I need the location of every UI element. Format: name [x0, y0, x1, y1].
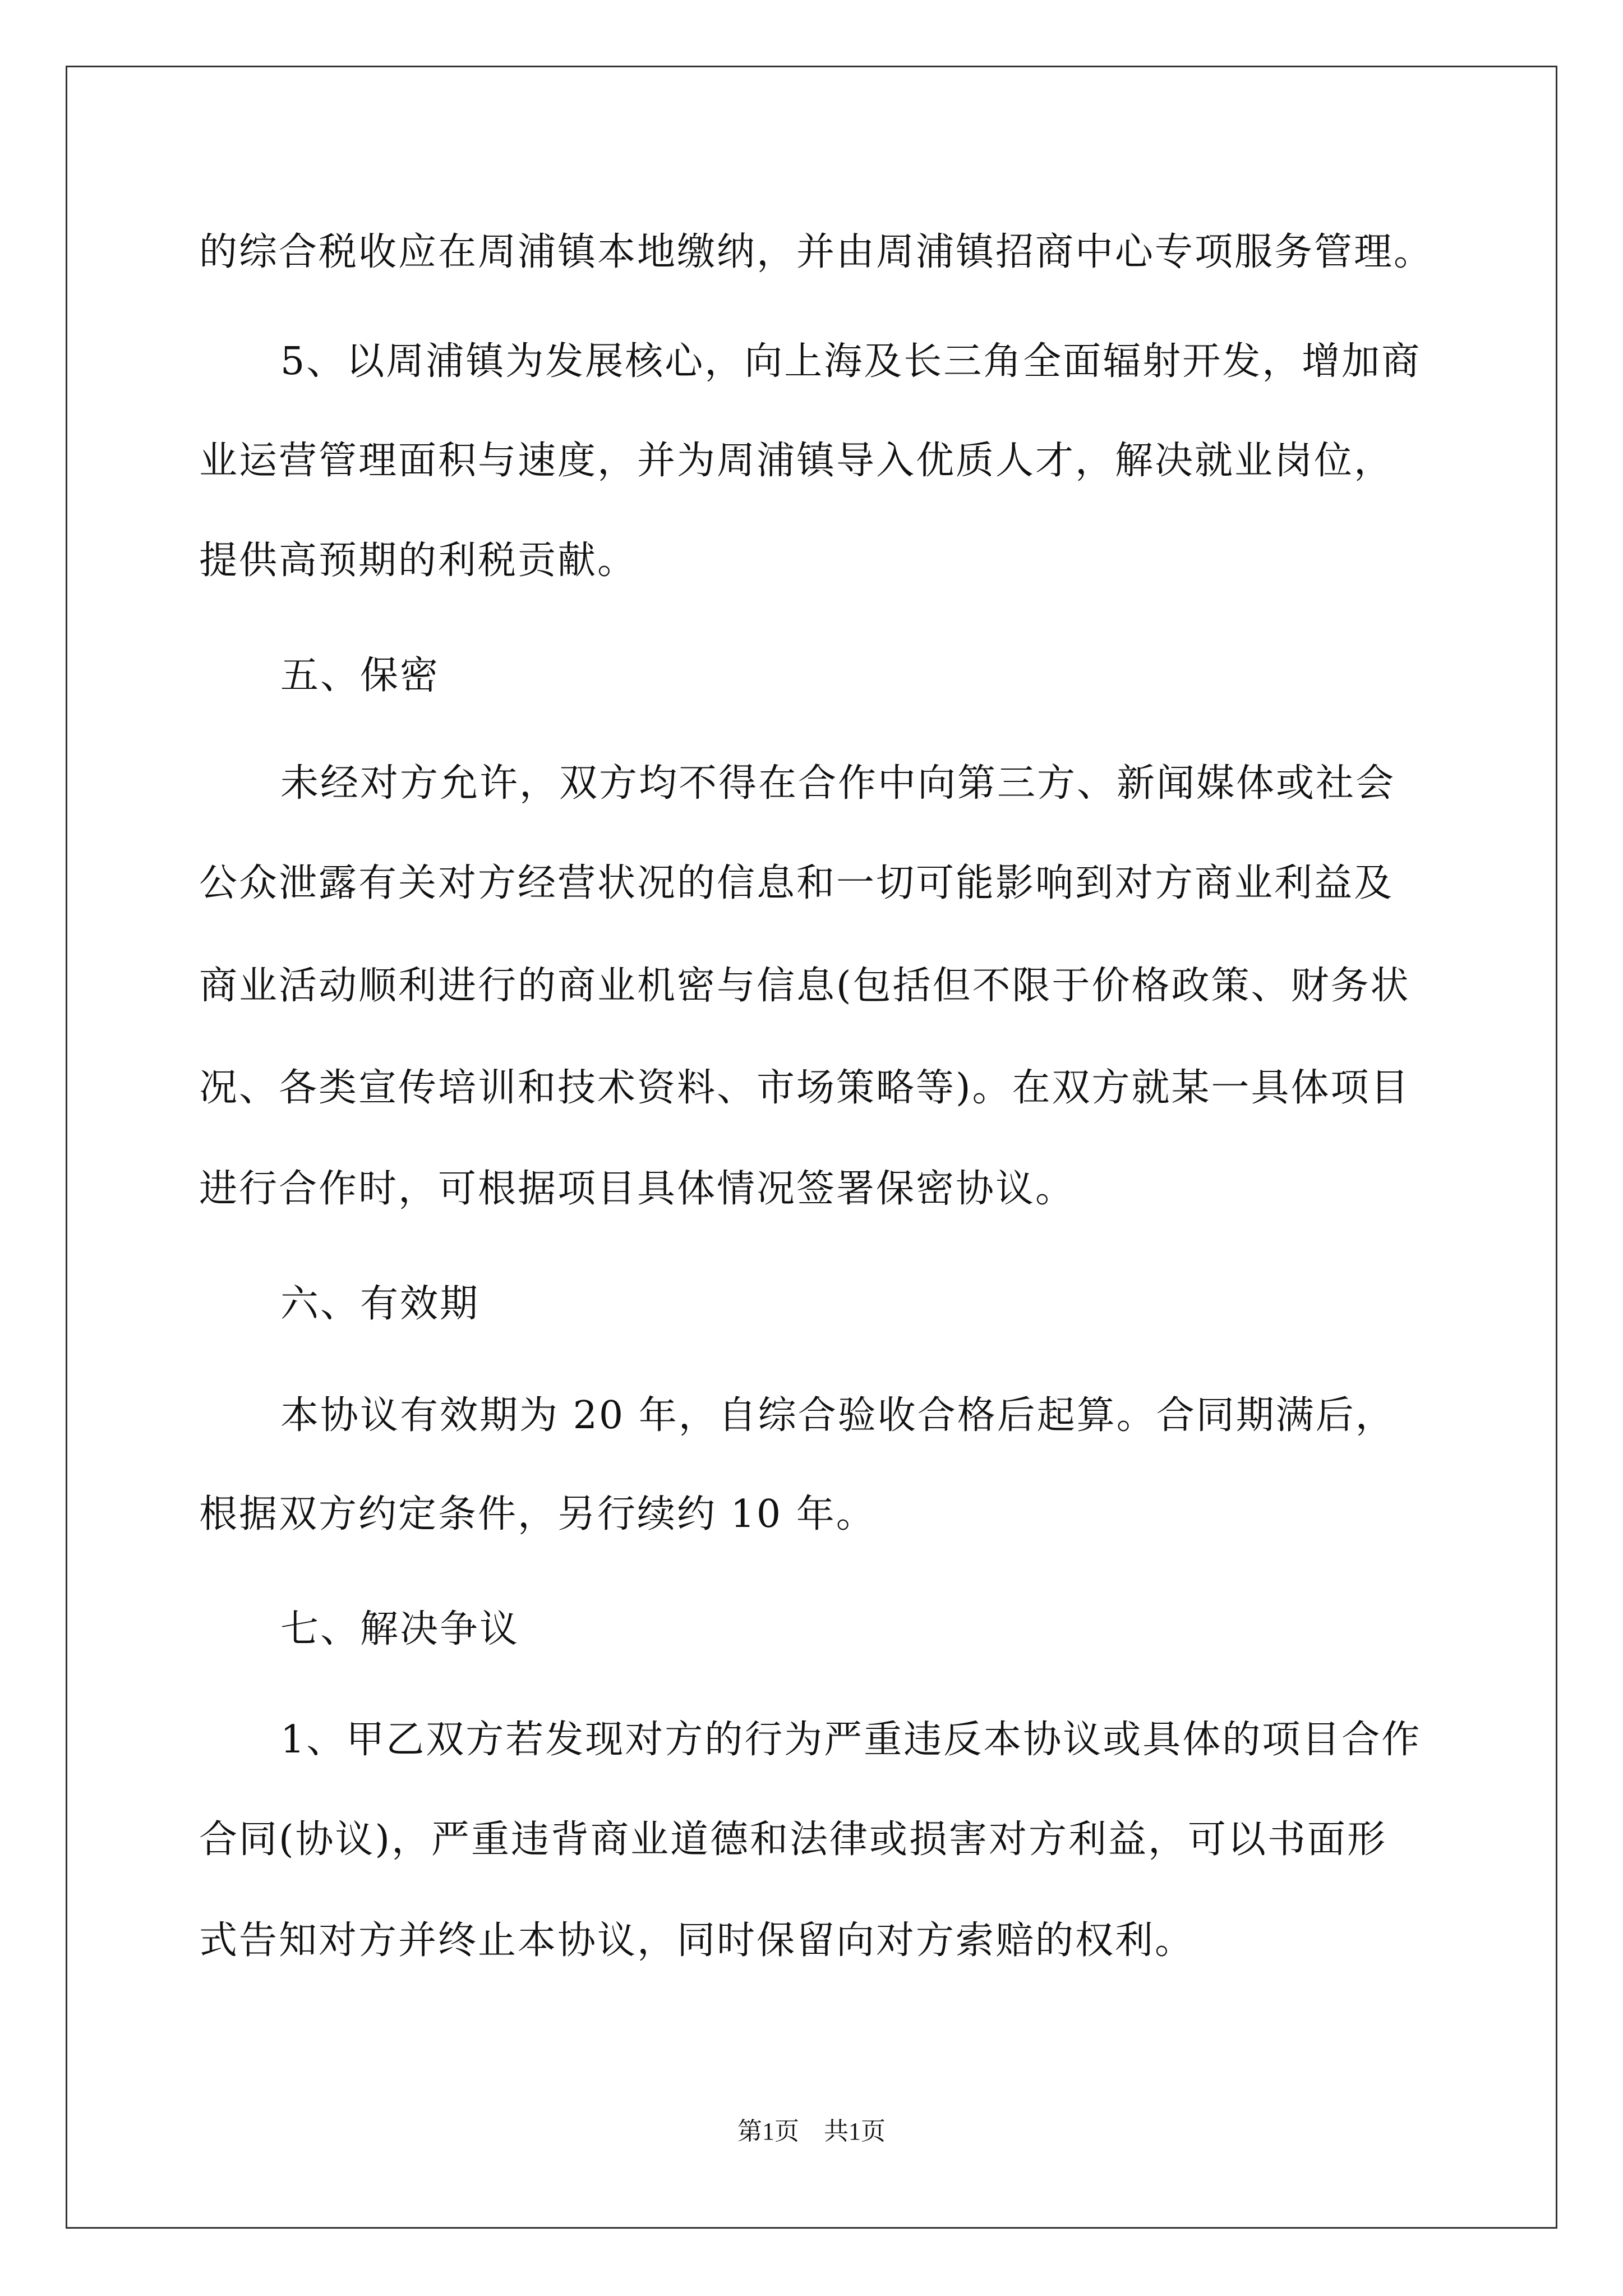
text-line: 5、以周浦镇为发展核心，向上海及长三角全面辐射开发，增加商: [280, 339, 1422, 384]
text-line: 公众泄露有关对方经营状况的信息和一切可能影响到对方商业利益及: [199, 861, 1394, 905]
text-line: 合同(协议)，严重违背商业道德和法律或损害对方利益，可以书面形: [199, 1818, 1387, 1862]
text-line: 进行合作时，可根据项目具体情况签署保密协议。: [199, 1167, 1076, 1211]
text-line: 1、甲乙双方若发现对方的行为严重违反本协议或具体的项目合作: [280, 1718, 1422, 1762]
text-line: 本协议有效期为 20 年，自综合验收合格后起算。合同期满后，: [280, 1393, 1395, 1438]
page-border: [66, 66, 1557, 2229]
text-line: 根据双方约定条件，另行续约 10 年。: [199, 1492, 876, 1536]
text-line: 未经对方允许，双方均不得在合作中向第三方、新闻媒体或社会: [280, 761, 1396, 806]
section-heading: 五、保密: [280, 654, 440, 698]
page-number-footer: 第1页 共1页: [737, 2118, 886, 2145]
section-heading: 七、解决争议: [280, 1607, 520, 1651]
section-heading: 六、有效期: [280, 1282, 480, 1326]
text-line: 业运营管理面积与速度，并为周浦镇导入优质人才，解决就业岗位，: [199, 439, 1394, 483]
text-line: 的综合税收应在周浦镇本地缴纳，并由周浦镇招商中心专项服务管理。: [199, 230, 1434, 274]
text-line: 商业活动顺利进行的商业机密与信息(包括但不限于价格政策、财务状: [199, 964, 1410, 1008]
text-line: 况、各类宣传培训和技术资料、市场策略等)。在双方就某一具体项目: [199, 1066, 1410, 1110]
text-line: 提供高预期的利税贡献。: [199, 539, 638, 583]
text-line: 式告知对方并终止本协议，同时保留向对方索赔的权利。: [199, 1918, 1195, 1963]
